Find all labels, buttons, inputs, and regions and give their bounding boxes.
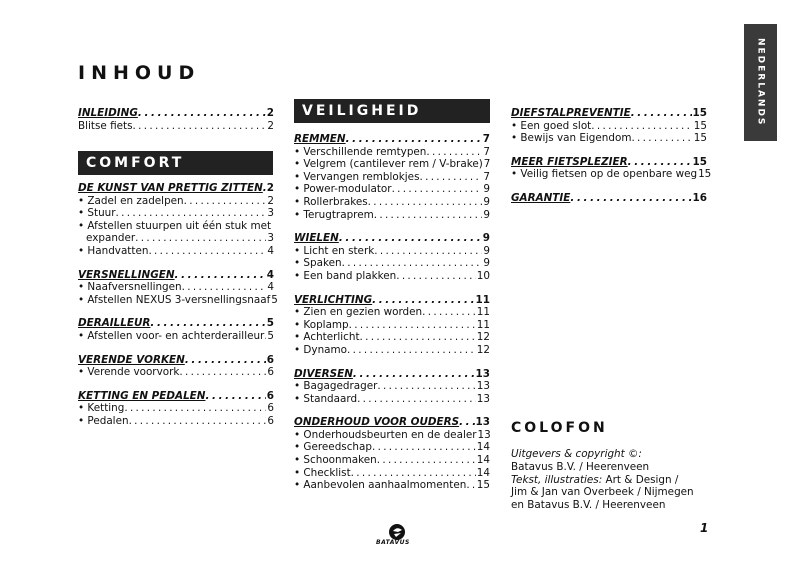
toc-entry[interactable] bbox=[294, 454, 490, 467]
toc-entry-label: • Zien en gezien worden bbox=[294, 306, 423, 319]
toc-heading[interactable] bbox=[511, 156, 707, 169]
leader-dots bbox=[631, 107, 692, 120]
toc-entry-page: 6 bbox=[266, 389, 274, 402]
toc-comfort bbox=[78, 182, 278, 439]
leader-dots bbox=[466, 479, 475, 492]
toc-group bbox=[511, 107, 707, 145]
toc-entry-label: • Terugtraprem bbox=[294, 208, 374, 221]
toc-entry[interactable] bbox=[511, 168, 712, 181]
toc-group bbox=[78, 182, 274, 258]
leader-dots bbox=[631, 132, 692, 145]
toc-entry-label: • Vervangen remblokjes bbox=[294, 170, 420, 183]
toc-heading[interactable] bbox=[78, 182, 274, 195]
leader-dots bbox=[368, 196, 483, 209]
toc-entry-label: • Aanbevolen aanhaalmomenten bbox=[294, 479, 467, 492]
toc-entry-page: 15 bbox=[692, 155, 707, 168]
toc-entry-page: 10 bbox=[476, 269, 490, 282]
toc-entry-page: 13 bbox=[475, 367, 490, 380]
toc-entry-label: • Ketting bbox=[78, 402, 125, 415]
toc-entry-page: 15 bbox=[693, 132, 707, 145]
leader-dots bbox=[184, 195, 267, 208]
toc-heading[interactable] bbox=[294, 416, 490, 429]
toc-entry-page: 12 bbox=[476, 343, 490, 356]
colofon-illustrators-line bbox=[511, 474, 711, 487]
leader-dots bbox=[372, 441, 476, 454]
logo-wordmark: BATAVUS bbox=[376, 539, 410, 546]
toc-entry[interactable] bbox=[294, 245, 490, 258]
language-tab-label: NEDERLANDS bbox=[755, 38, 766, 127]
toc-entry[interactable] bbox=[78, 245, 274, 258]
toc-entry-label: • Afstellen stuurpen uit één stuk met bbox=[78, 219, 272, 232]
toc-entry-label: • Veilig fietsen op de openbare weg bbox=[511, 168, 698, 181]
toc-group bbox=[78, 354, 274, 379]
toc-entry-page: 12 bbox=[476, 331, 490, 344]
toc-entry[interactable] bbox=[294, 344, 490, 357]
leader-dots bbox=[124, 402, 266, 415]
toc-entry-page: 4 bbox=[267, 244, 274, 257]
toc-entry-label: • Licht en sterk bbox=[294, 244, 375, 257]
toc-entry-page: 7 bbox=[483, 145, 490, 158]
toc-entry-page: 15 bbox=[698, 168, 712, 181]
toc-heading[interactable] bbox=[78, 317, 274, 330]
toc-heading[interactable] bbox=[78, 390, 274, 403]
section-bar-comfort: COMFORT bbox=[78, 151, 273, 175]
toc-entry-label: • Naafversnellingen bbox=[78, 281, 182, 294]
leader-dots bbox=[353, 368, 475, 381]
toc-entry-page: 11 bbox=[475, 293, 490, 306]
toc-group bbox=[78, 317, 274, 342]
toc-entry-page: 15 bbox=[476, 479, 490, 492]
toc-entry-page: 2 bbox=[266, 107, 274, 119]
toc-entry-label: • Standaard bbox=[294, 392, 358, 405]
toc-entry-cont-line bbox=[78, 232, 274, 245]
toc-entry-page: 5 bbox=[271, 293, 278, 306]
toc-entry-page: 3 bbox=[267, 232, 274, 245]
toc-entry[interactable] bbox=[294, 479, 490, 492]
leader-dots bbox=[150, 317, 265, 330]
toc-entry-page: 6 bbox=[267, 366, 274, 379]
toc-group bbox=[78, 268, 278, 307]
toc-entry-page: 2 bbox=[267, 119, 274, 132]
toc-entry[interactable] bbox=[294, 380, 490, 393]
toc-entry-page: 3 bbox=[267, 207, 274, 220]
leader-dots bbox=[570, 192, 691, 205]
leader-dots bbox=[374, 209, 483, 222]
toc-entry-page: 9 bbox=[482, 232, 490, 245]
toc-entry-label: • Rollerbrakes bbox=[294, 195, 368, 208]
leader-dots bbox=[148, 245, 266, 258]
toc-entry-label: • Verende voorvork bbox=[78, 366, 180, 379]
toc-heading[interactable] bbox=[78, 269, 274, 282]
toc-entry-page: 9 bbox=[483, 244, 490, 257]
toc-heading[interactable] bbox=[294, 232, 490, 245]
leader-dots bbox=[392, 183, 483, 196]
colofon-illustrators-a: Art & Design / bbox=[605, 473, 679, 486]
colofon-title: COLOFON bbox=[511, 420, 608, 436]
leader-dots bbox=[182, 281, 267, 294]
toc-entry-label: INLEIDING bbox=[78, 107, 138, 119]
toc-entry-label: REMMEN bbox=[294, 133, 346, 145]
colofon-publisher-label: Uitgevers & copyright ©: bbox=[511, 448, 642, 460]
toc-entry-label: DIEFSTALPREVENTIE bbox=[511, 107, 631, 119]
toc-entry-page: 13 bbox=[475, 416, 490, 429]
leader-dots bbox=[175, 269, 266, 282]
toc-entry-label: • Power-modulator bbox=[294, 183, 392, 196]
leader-dots bbox=[347, 344, 476, 357]
leader-dots bbox=[377, 454, 476, 467]
section-bar-veiligheid: VEILIGHEID bbox=[294, 99, 490, 123]
toc-group bbox=[294, 232, 490, 282]
toc-entry-label: • Onderhoudsbeurten en de dealer bbox=[294, 428, 477, 441]
colofon-illustrators-b: Jim & Jan van Overbeek / Nijmegen bbox=[511, 486, 694, 499]
toc-heading[interactable] bbox=[78, 354, 274, 367]
toc-entry-page: 13 bbox=[476, 380, 490, 393]
toc-entry-page: 15 bbox=[692, 107, 707, 119]
toc-group bbox=[511, 155, 712, 181]
toc-group bbox=[294, 416, 490, 492]
colofon-publisher: Batavus B.V. / Heerenveen bbox=[511, 460, 650, 473]
toc-entry[interactable] bbox=[294, 393, 490, 406]
toc-entry-label: • Bagagedrager bbox=[294, 380, 378, 393]
toc-entry[interactable] bbox=[294, 319, 490, 332]
leader-dots bbox=[138, 107, 266, 120]
toc-entry-label: • Checklist bbox=[294, 466, 351, 479]
toc-entry-page: 4 bbox=[266, 268, 274, 281]
toc-entry-label: VERSNELLINGEN bbox=[78, 268, 175, 281]
toc-heading[interactable] bbox=[294, 368, 490, 381]
leader-dots bbox=[360, 331, 476, 344]
leader-dots bbox=[342, 257, 483, 270]
leader-dots bbox=[205, 390, 265, 403]
leader-dots bbox=[346, 133, 482, 146]
toc-entry-label: • Een goed slot bbox=[511, 119, 592, 132]
leader-dots bbox=[377, 380, 475, 393]
toc-entry-label: • Afstellen voor- en achterderailleur bbox=[78, 329, 265, 342]
leader-dots bbox=[133, 120, 267, 133]
toc-entry-label: • Bewijs van Eigendom bbox=[511, 132, 632, 145]
toc-entry-label: VERLICHTING bbox=[294, 293, 373, 306]
toc-entry-label: • Schoonmaken bbox=[294, 454, 377, 467]
toc-entry[interactable] bbox=[294, 196, 490, 209]
toc-entry[interactable] bbox=[78, 207, 274, 220]
toc-entry[interactable] bbox=[78, 120, 274, 133]
toc-entry[interactable] bbox=[294, 183, 490, 196]
toc-entry[interactable] bbox=[78, 330, 274, 343]
toc-entry-label: • Achterlicht bbox=[294, 331, 360, 344]
toc-entry[interactable] bbox=[78, 220, 274, 245]
toc-entry-label: • Dynamo bbox=[294, 343, 348, 356]
toc-entry-page: 6 bbox=[267, 414, 274, 427]
toc-entry[interactable] bbox=[294, 429, 490, 442]
leader-dots bbox=[374, 245, 482, 258]
toc-heading[interactable] bbox=[294, 133, 490, 146]
leader-dots bbox=[185, 354, 266, 367]
colofon-illustrators-c: en Batavus B.V. / Heerenveen bbox=[511, 499, 666, 512]
toc-entry-label: WIELEN bbox=[294, 232, 339, 245]
toc-entry-label: • Gereedschap bbox=[294, 441, 372, 454]
colofon bbox=[511, 448, 711, 512]
toc-group bbox=[294, 294, 490, 357]
leader-dots bbox=[396, 270, 476, 283]
colofon-illustrators-label: Tekst, illustraties: bbox=[511, 473, 603, 486]
toc-entry[interactable] bbox=[294, 331, 490, 344]
toc-entry-label: GARANTIE bbox=[511, 191, 571, 204]
toc-entry[interactable] bbox=[511, 132, 707, 145]
leader-dots bbox=[135, 232, 266, 245]
leader-dots bbox=[422, 306, 476, 319]
leader-dots bbox=[372, 294, 474, 307]
toc-other bbox=[511, 107, 712, 216]
toc-entry[interactable] bbox=[78, 281, 274, 294]
language-tab-label-wrap bbox=[744, 24, 777, 141]
toc-entry-page: 2 bbox=[267, 194, 274, 207]
toc-veiligheid bbox=[294, 133, 490, 503]
toc-entry-page: 4 bbox=[267, 281, 274, 294]
toc-entry-page: 6 bbox=[266, 353, 274, 366]
toc-heading[interactable] bbox=[294, 294, 490, 307]
toc-entry-page: 6 bbox=[267, 402, 274, 415]
toc-entry-page: 9 bbox=[483, 183, 490, 196]
leader-dots bbox=[349, 319, 476, 332]
toc-entry[interactable] bbox=[294, 158, 490, 171]
toc-entry-label: DE KUNST VAN PRETTIG ZITTEN bbox=[78, 182, 263, 194]
toc-entry-label: • Handvatten bbox=[78, 244, 149, 257]
page-number: 1 bbox=[700, 521, 709, 535]
toc-entry[interactable] bbox=[511, 120, 707, 133]
toc-entry[interactable] bbox=[78, 195, 274, 208]
toc-entry-page: 7 bbox=[483, 170, 490, 183]
toc-entry[interactable] bbox=[294, 171, 490, 184]
leader-dots bbox=[426, 146, 482, 159]
toc-entry-page: 11 bbox=[476, 318, 490, 331]
toc-entry-label: • Velgrem (cantilever rem / V-brake) bbox=[294, 158, 483, 171]
leader-dots bbox=[339, 232, 482, 245]
toc-entry-page: 13 bbox=[477, 428, 491, 441]
toc-entry-label: MEER FIETSPLEZIER bbox=[511, 155, 628, 168]
toc-entry-label: DIVERSEN bbox=[294, 367, 353, 380]
toc-entry-label: • Een band plakken bbox=[294, 269, 397, 282]
toc-entry-page: 13 bbox=[476, 392, 490, 405]
toc-group bbox=[511, 192, 707, 205]
toc-entry-page: 9 bbox=[483, 195, 490, 208]
toc-entry[interactable] bbox=[294, 441, 490, 454]
toc-entry[interactable] bbox=[78, 402, 274, 415]
toc-entry-label: • Pedalen bbox=[78, 414, 129, 427]
toc-group bbox=[294, 368, 490, 406]
toc-entry-label: • Afstellen NEXUS 3-versnellingsnaaf bbox=[78, 293, 271, 306]
toc-group bbox=[294, 133, 490, 221]
toc-entry-page: 15 bbox=[693, 119, 707, 132]
toc-entry[interactable] bbox=[294, 306, 490, 319]
leader-dots bbox=[419, 171, 482, 184]
toc-entry[interactable] bbox=[78, 293, 278, 307]
page-title: INHOUD bbox=[78, 62, 201, 84]
toc-entry-page: 9 bbox=[483, 208, 490, 221]
toc-entry-page: 5 bbox=[267, 329, 274, 342]
leader-dots bbox=[351, 467, 476, 480]
toc-entry[interactable] bbox=[78, 415, 274, 428]
toc-entry-label: • Spaken bbox=[294, 257, 342, 270]
toc-entry[interactable] bbox=[294, 270, 490, 283]
toc-entry-label-cont: expander bbox=[86, 232, 136, 245]
toc-entry[interactable] bbox=[294, 209, 490, 222]
toc-heading[interactable] bbox=[511, 192, 707, 205]
leader-dots bbox=[116, 207, 267, 220]
toc-entry-page: 14 bbox=[476, 441, 490, 454]
toc-entry-page: 14 bbox=[476, 454, 490, 467]
toc-entry-label: • Koplamp bbox=[294, 318, 349, 331]
toc-entry-page: 11 bbox=[476, 306, 490, 319]
leader-dots bbox=[357, 393, 476, 406]
toc-entry-page: 14 bbox=[476, 466, 490, 479]
toc-entry-label: ONDERHOUD VOOR OUDERS bbox=[294, 416, 460, 429]
toc-entry[interactable] bbox=[294, 467, 490, 480]
toc-entry-label: • Zadel en zadelpen bbox=[78, 194, 184, 207]
toc-group bbox=[78, 390, 274, 428]
toc-heading[interactable] bbox=[78, 107, 274, 120]
leader-dots bbox=[628, 156, 692, 169]
toc-entry-page: 7 bbox=[483, 158, 491, 171]
leader-dots bbox=[129, 415, 267, 428]
toc-entry[interactable] bbox=[294, 257, 490, 270]
toc-entry-label: KETTING EN PEDALEN bbox=[78, 389, 206, 402]
toc-entry[interactable] bbox=[294, 146, 490, 159]
toc-entry-page: 5 bbox=[266, 317, 274, 330]
leader-dots bbox=[459, 416, 474, 429]
toc-entry-label: VERENDE VORKEN bbox=[78, 353, 185, 366]
toc-entry-page: 16 bbox=[692, 191, 707, 204]
leader-dots bbox=[179, 366, 266, 379]
toc-entry[interactable] bbox=[78, 366, 274, 379]
toc-intro bbox=[78, 107, 274, 132]
leader-dots bbox=[591, 120, 693, 133]
toc-entry-label: Blitse fiets bbox=[78, 119, 133, 132]
toc-entry-label: • Stuur bbox=[78, 207, 116, 220]
toc-heading[interactable] bbox=[511, 107, 707, 120]
toc-entry-page: 7 bbox=[482, 133, 490, 145]
toc-entry-label: DERAILLEUR bbox=[78, 317, 151, 330]
toc-entry-label: • Verschillende remtypen bbox=[294, 145, 427, 158]
toc-entry-page: 9 bbox=[483, 257, 490, 270]
toc-entry-page: 2 bbox=[266, 182, 274, 194]
